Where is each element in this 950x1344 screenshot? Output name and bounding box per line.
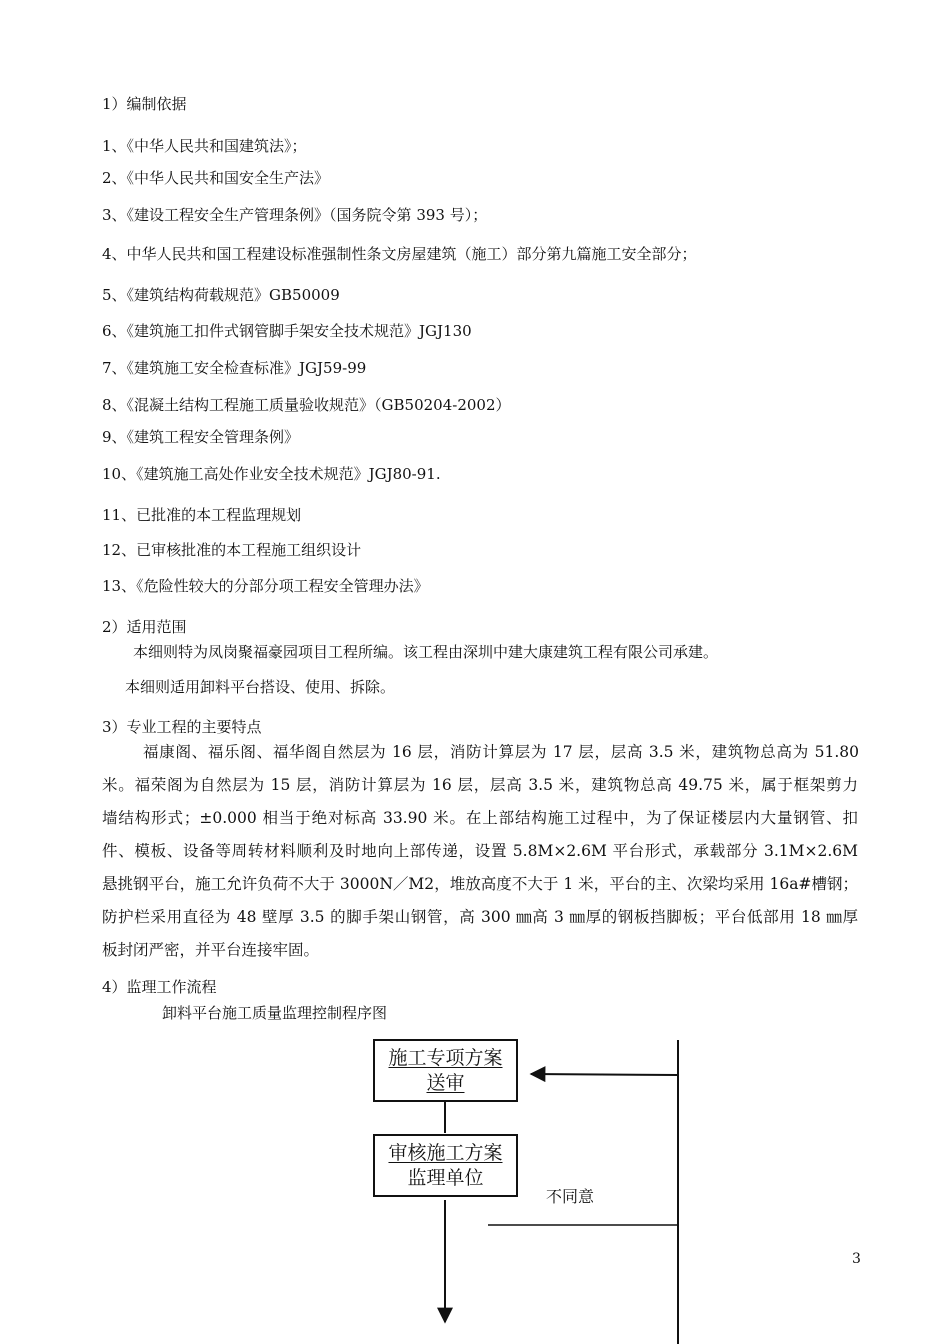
basis-item: 8、《混凝土结构工程施工质量验收规范》（GB50204-2002）: [102, 396, 511, 414]
basis-item: 3、《建设工程安全生产管理条例》（国务院令第 393 号）；: [102, 206, 488, 224]
section-title-features: 3）专业工程的主要特点: [102, 718, 262, 736]
scope-line: 本细则特为凤岗聚福豪园项目工程所编。该工程由深圳中建大康建筑工程有限公司承建。: [133, 643, 719, 661]
flow-caption: 卸料平台施工质量监理控制程序图: [162, 1004, 388, 1022]
section-title-workflow: 4）监理工作流程: [102, 978, 217, 996]
scope-line: 本细则适用卸料平台搭设、使用、拆除。: [125, 678, 396, 696]
section-title-basis: 1）编制依据: [102, 95, 187, 113]
flow-box-line: 监理单位: [407, 1166, 484, 1189]
features-line: 板封闭严密，并平台连接牢固。: [102, 941, 320, 959]
features-line: 件、模板、设备等周转材料顺利及时地向上部传递，设置 5.8M×2.6M 平台形式，承载部分 3.1M×2.6M: [102, 842, 858, 860]
features-line: 防护栏采用直径为 48 壁厚 3.5 的脚手架山钢管，高 300 ㎜高 3 ㎜厚的钢板挡脚板；平台低部用 18 ㎜厚: [102, 908, 858, 926]
features-line: 福康阁、福乐阁、福华阁自然层为 16 层，消防计算层为 17 层，层高 3.5 米，建筑物总高为 51.80: [143, 743, 859, 761]
basis-item: 6、《建筑施工扣件式钢管脚手架安全技术规范》JGJ130: [102, 322, 472, 340]
basis-item: 5、《建筑结构荷载规范》GB50009: [102, 286, 340, 304]
features-line: 米。福荣阁为自然层为 15 层，消防计算层为 16 层，层高 3.5 米，建筑物总高 49.75 米，属于框架剪力: [102, 776, 858, 794]
flow-box-review-plan: [373, 1134, 518, 1197]
flow-box-line: 送审: [426, 1071, 465, 1094]
basis-item: 2、《中华人民共和国安全生产法》: [102, 169, 330, 187]
basis-item: 7、《建筑施工安全检查标准》JGJ59-99: [102, 359, 367, 377]
basis-item: 4、中华人民共和国工程建设标准强制性条文房屋建筑（施工）部分第九篇施工安全部分；: [102, 245, 697, 263]
flow-box-line: 审核施工方案: [388, 1141, 503, 1164]
basis-item: 11、已批准的本工程监理规划: [102, 506, 302, 524]
features-line: 悬挑钢平台，施工允许负荷不大于 3000N／M2，堆放高度不大于 1 米，平台的主、次梁均采用 16a#槽钢；: [102, 875, 858, 893]
section-title-scope: 2）适用范围: [102, 618, 187, 636]
features-line: 墙结构形式；±0.000 相当于绝对标高 33.90 米。在上部结构施工过程中，为了保证楼层内大量钢管、扣: [102, 809, 858, 827]
reject-label: 不同意: [546, 1187, 595, 1206]
basis-item: 9、《建筑工程安全管理条例》: [102, 428, 300, 446]
flow-box-submit-plan: [373, 1039, 518, 1102]
basis-item: 13、《危险性较大的分部分项工程安全管理办法》: [102, 577, 429, 595]
feedback-arrow: [531, 1074, 678, 1075]
basis-item: 1、《中华人民共和国建筑法》；: [102, 137, 307, 155]
basis-item: 10、《建筑施工高处作业安全技术规范》JGJ80-91.: [102, 465, 441, 483]
flow-box-line: 施工专项方案: [388, 1046, 503, 1069]
page-number: 3: [852, 1251, 861, 1267]
basis-item: 12、已审核批准的本工程施工组织设计: [102, 541, 362, 559]
